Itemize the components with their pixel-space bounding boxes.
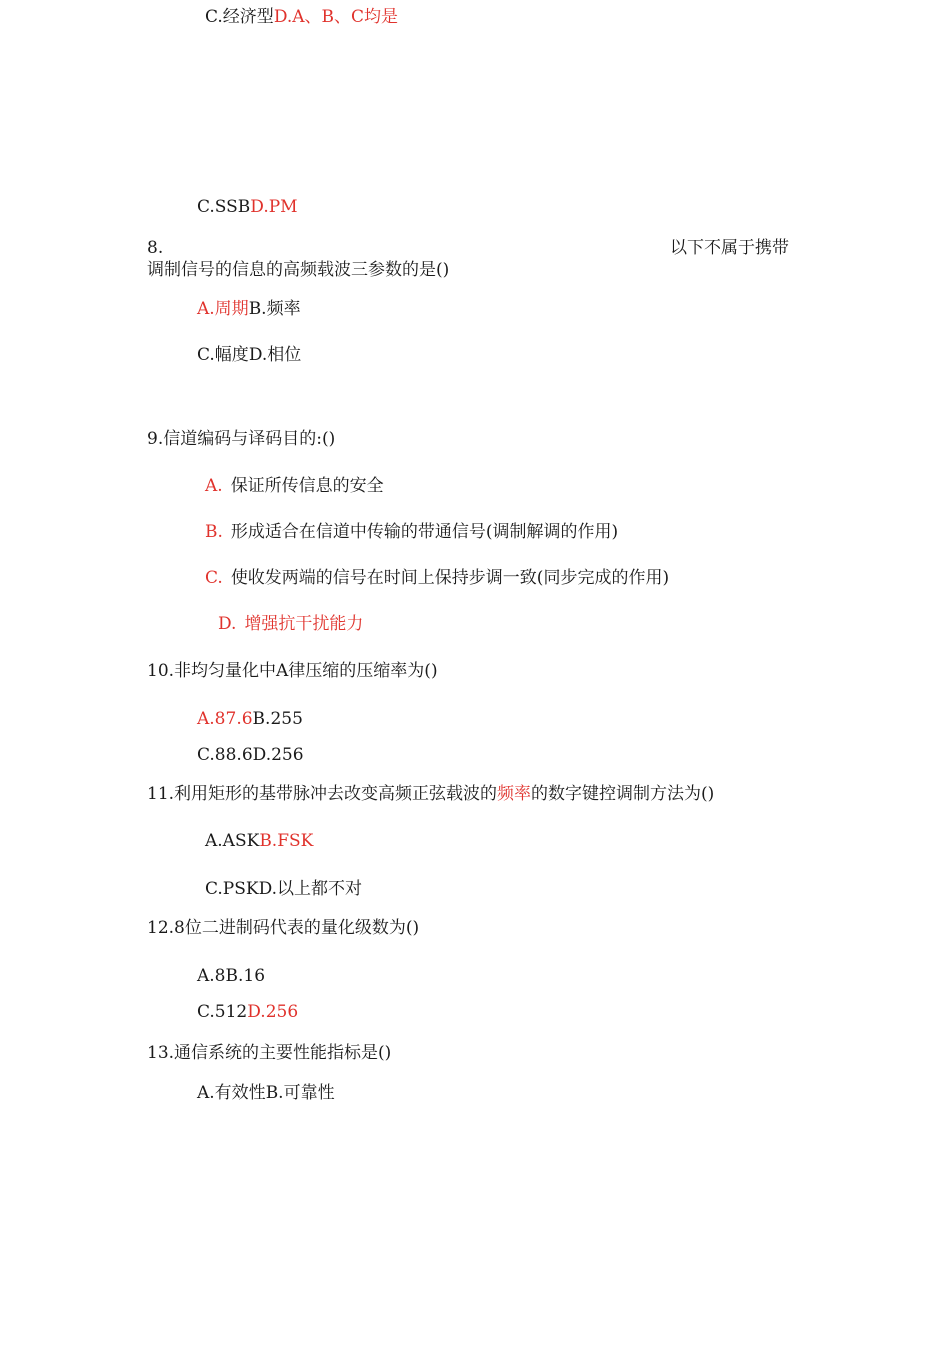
q9-option-b bbox=[205, 521, 618, 543]
q11-text-post: 的数字键控调制方法为() bbox=[531, 784, 715, 804]
q7-options-cd bbox=[205, 6, 398, 28]
q9-option-c-letter: C. bbox=[205, 568, 223, 588]
qprev-option-d: D.PM bbox=[250, 197, 298, 217]
q12-option-c: C.512 bbox=[197, 1002, 248, 1022]
q8-options-cd bbox=[197, 344, 301, 366]
q11-text bbox=[147, 783, 714, 805]
q10-option-a: A.87.6 bbox=[197, 709, 253, 729]
qprev-option-c: C.SSB bbox=[197, 197, 251, 217]
q10-option-c: C.88.6 bbox=[197, 745, 253, 765]
q9-option-b-text: 形成适合在信道中传输的带通信号(调制解调的作用) bbox=[230, 522, 619, 542]
q7-option-c: C.经济型 bbox=[205, 7, 274, 27]
q9-option-d-text: 增强抗干扰能力 bbox=[244, 614, 364, 634]
q8-text-cont: 调制信号的信息的高频载波三参数的是() bbox=[147, 260, 450, 280]
q13-option-a: A.有效性 bbox=[197, 1083, 266, 1103]
q13-text: 13.通信系统的主要性能指标是() bbox=[147, 1043, 392, 1063]
q8-number: 8. bbox=[147, 238, 164, 258]
q12-options-cd bbox=[197, 1001, 298, 1023]
q12-text: 12.8位二进制码代表的量化级数为() bbox=[147, 918, 420, 938]
q11-option-d: D.以上都不对 bbox=[258, 879, 363, 899]
q12-option-a: A.8 bbox=[197, 966, 226, 986]
q9-option-d-letter: D. bbox=[218, 614, 237, 634]
q9-option-c bbox=[205, 567, 669, 589]
q9-option-d bbox=[218, 613, 363, 635]
q11-text-pre: 11.利用矩形的基带脉冲去改变高频正弦载波的 bbox=[147, 784, 498, 804]
q8-options-ab bbox=[197, 298, 301, 320]
q9-option-a-text: 保证所传信息的安全 bbox=[230, 476, 384, 496]
q10-options-ab bbox=[197, 708, 303, 730]
q9-option-c-text: 使收发两端的信号在时间上保持步调一致(同步完成的作用) bbox=[230, 568, 670, 588]
q11-options-ab bbox=[205, 830, 313, 852]
q11-options-cd bbox=[205, 878, 362, 900]
q11-option-b: B.FSK bbox=[259, 831, 314, 851]
q7-option-d: D.A、B、C均是 bbox=[273, 7, 399, 27]
q11-text-highlight: 频率 bbox=[497, 784, 532, 804]
q13-options-ab bbox=[197, 1082, 335, 1104]
q13-option-b: B.可靠性 bbox=[265, 1083, 335, 1103]
q8-option-a: A.周期 bbox=[197, 299, 249, 319]
q8-option-c: C.幅度 bbox=[197, 345, 249, 365]
q8-option-d: D.相位 bbox=[248, 345, 302, 365]
q9-option-a-letter: A. bbox=[205, 476, 223, 496]
qprev-options-cd bbox=[197, 196, 298, 218]
q9-option-b-letter: B. bbox=[205, 522, 223, 542]
q8-option-b: B.频率 bbox=[248, 299, 301, 319]
q12-option-b: B.16 bbox=[225, 966, 266, 986]
q10-option-b: B.255 bbox=[252, 709, 303, 729]
q12-option-d: D.256 bbox=[247, 1002, 299, 1022]
q10-text: 10.非均匀量化中A律压缩的压缩率为() bbox=[147, 661, 438, 681]
q12-options-ab bbox=[197, 965, 265, 987]
q11-option-a: A.ASK bbox=[205, 831, 260, 851]
q9-option-a bbox=[205, 475, 384, 497]
q10-option-d: D.256 bbox=[252, 745, 304, 765]
q10-options-cd bbox=[197, 744, 304, 766]
q11-option-c: C.PSK bbox=[205, 879, 259, 899]
q9-text: 9.信道编码与译码目的:() bbox=[147, 429, 336, 449]
q8-text-right: 以下不属于携带 bbox=[670, 238, 789, 258]
